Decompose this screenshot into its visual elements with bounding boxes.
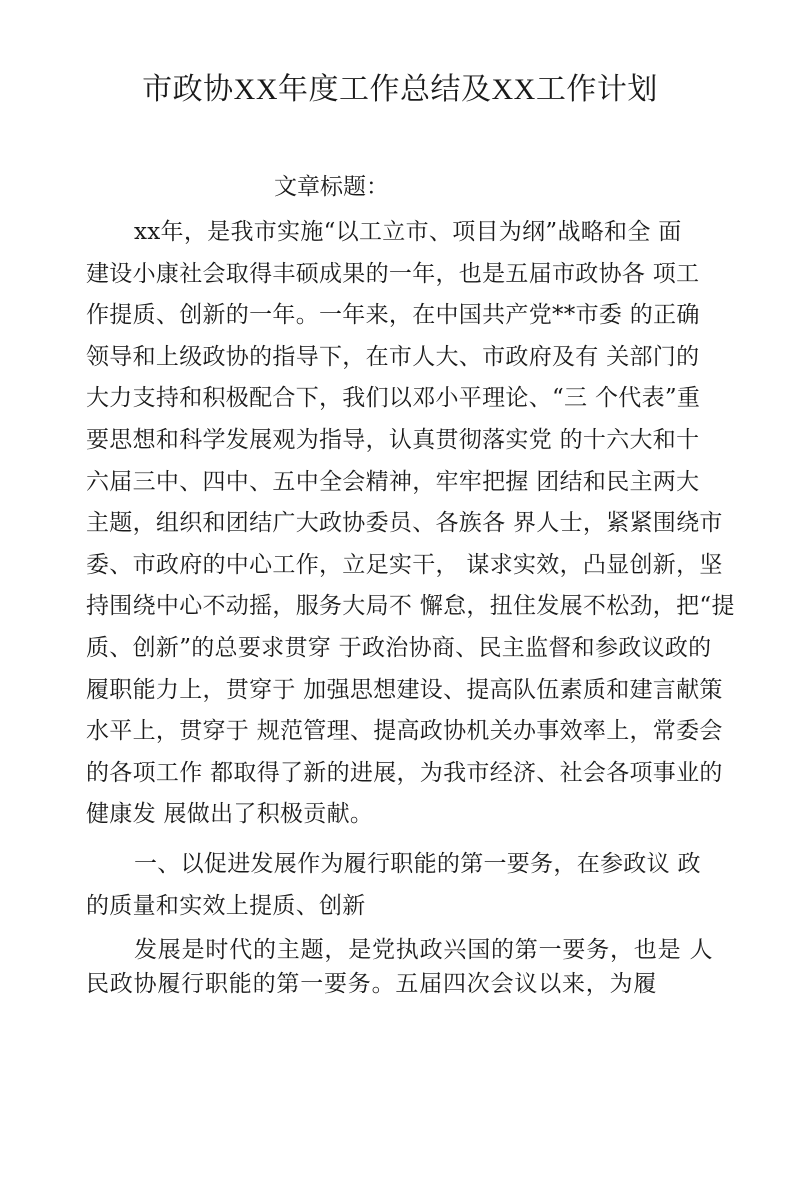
paragraph-1 [86,212,735,836]
section-heading-line: 的质量和实效上提质、创新 [86,892,366,919]
section-heading-line: 一、以促进发展作为履行职能的第一要务，在参政议 政 [134,850,701,877]
document-body [86,212,735,1001]
paragraph-line: 发展是时代的主题，是党执政兴国的第一要务，也是 人 [134,937,714,964]
paragraph-line: 持围绕中心不动摇，服务大局不 懈怠，扭住发展不松劲，把“提 [86,593,735,620]
section-heading-1 [86,844,726,927]
paragraph-line: 要思想和科学发展观为指导，认真贯彻落实党 的十六大和十 [86,426,700,453]
paragraph-line: 质、创新”的总要求贯穿 于政治协商、民主监督和参政议政的 [86,634,712,661]
paragraph-line: 领导和上级政协的指导下，在市人大、市政府及有 关部门的 [86,343,700,370]
paragraph-line: 健康发 展做出了积极贡献。 [86,801,374,828]
document-title: 市政协XX年度工作总结及XX工作计划 [142,73,658,106]
paragraph-line: 大力支持和积极配合下，我们以邓小平理论、“三 个代表”重 [86,385,701,412]
paragraph-line: 履职能力上，贯穿于 加强思想建设、提高队伍素质和建言献策 [86,676,723,703]
paragraph-3 [86,933,726,1001]
paragraph-line: 水平上，贯穿于 规范管理、提高政协机关办事效率上，常委会 [86,718,723,745]
paragraph-line: 六届三中、四中、五中全会精神，牢牢把握 团结和民主两大 [86,468,700,495]
paragraph-line: xx年，是我市实施“以工立市、项目为纲”战略和全 面 [134,219,682,245]
paragraph-line: 的各项工作 都取得了新的进展，为我市经济、社会各项事业的 [86,759,723,786]
paragraph-line: 作提质、创新的一年。一年来，在中国共产党**市委 的正确 [86,302,700,329]
paragraph-line: 委、市政府的中心工作，立足实干， 谋求实效，凸显创新，坚 [86,551,723,578]
article-label: 文章标题： [274,174,389,200]
paragraph-line: 民政协履行职能的第一要务。五届四次会议以来，为履 [86,971,658,998]
paragraph-line: 建设小康社会取得丰硕成果的一年，也是五届市政协各 项工 [86,260,700,287]
spacer [86,836,726,844]
paragraph-line: 主题，组织和团结广大政协委员、各族各 界人士，紧紧围绕市 [86,510,723,537]
